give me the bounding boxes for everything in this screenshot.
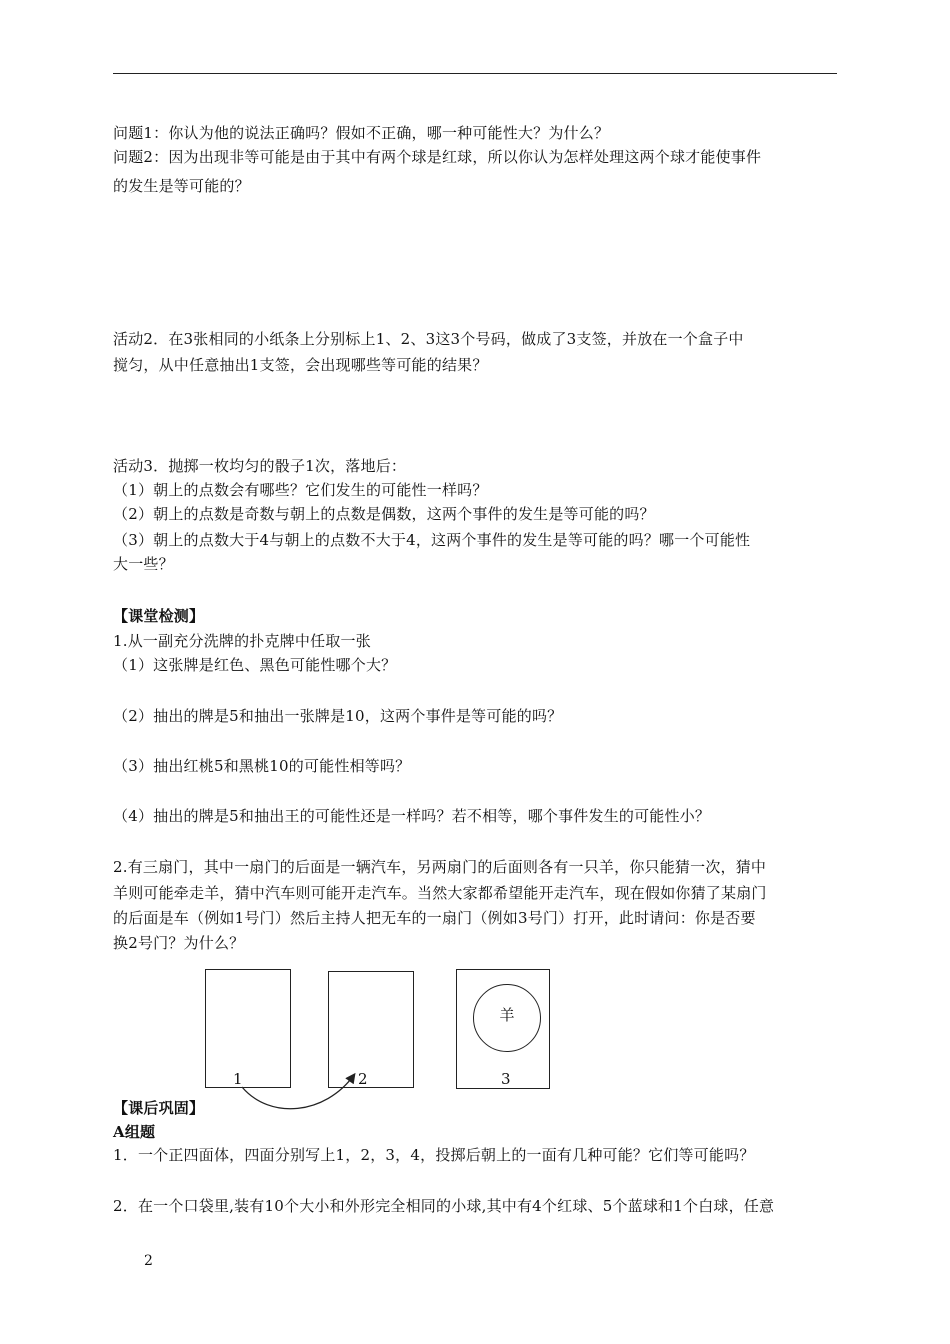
test-2-line-3: 的后面是车（例如1号门）然后主持人把无车的一扇门（例如3号门）打开，此时请问：你是否要 <box>113 909 756 927</box>
test-1-title: 1.从一副充分洗牌的扑克牌中任取一张 <box>113 632 371 650</box>
test-2-line-1: 2.有三扇门，其中一扇门的后面是一辆汽车，另两扇门的后面则各有一只羊，你只能猜一次，猜中 <box>113 858 767 876</box>
header-rule <box>113 73 837 74</box>
test-2-line-2: 羊则可能牵走羊，猜中汽车则可能开走汽车。当然大家都希望能开走汽车，现在假如你猜了某扇门 <box>113 884 767 902</box>
activity-3-item-2: （2）朝上的点数是奇数与朝上的点数是偶数，这两个事件的发生是等可能的吗？ <box>113 505 655 523</box>
test-1-item-3: （3）抽出红桃5和黑桃10的可能性相等吗？ <box>113 757 411 775</box>
test-1-item-4: （4）抽出的牌是5和抽出王的可能性还是一样吗？若不相等，哪个事件发生的可能性小？ <box>113 807 711 825</box>
door-3-label: 3 <box>501 1070 511 1088</box>
test-2-line-4: 换2号门？为什么？ <box>113 934 245 952</box>
page-number: 2 <box>144 1253 153 1269</box>
group-a-title: A组题 <box>113 1123 156 1141</box>
door-1-label: 1 <box>233 1070 243 1088</box>
activity-2-line-1: 活动2．在3张相同的小纸条上分别标上1、2、3这3个号码，做成了3支签，并放在一个盒子中 <box>113 330 744 348</box>
exercise-a-2: 2．在一个口袋里,装有10个大小和外形完全相同的小球,其中有4个红球、5个蓝球和1个白球，任意 <box>113 1197 775 1215</box>
activity-3-title: 活动3．抛掷一枚均匀的骰子1次，落地后： <box>113 457 407 475</box>
door-2-label: 2 <box>358 1070 368 1088</box>
test-1-item-1: （1）这张牌是红色、黑色可能性哪个大？ <box>113 656 397 674</box>
activity-3-item-1: （1）朝上的点数会有哪些？它们发生的可能性一样吗？ <box>113 481 488 499</box>
activity-3-item-3-line-1: （3）朝上的点数大于4与朝上的点数不大于4，这两个事件的发生是等可能的吗？哪一个可能性 <box>113 531 751 549</box>
goat-label: 羊 <box>499 1006 515 1024</box>
question-1: 问题1：你认为他的说法正确吗？假如不正确，哪一种可能性大？为什么？ <box>113 124 610 142</box>
question-2-line-2: 的发生是等可能的？ <box>113 177 250 195</box>
switch-arrow <box>230 1065 370 1115</box>
question-2-line-1: 问题2：因为出现非等可能是由于其中有两个球是红球，所以你认为怎样处理这两个球才能使事件 <box>113 148 762 166</box>
activity-2-line-2: 搅匀，从中任意抽出1支签，会出现哪些等可能的结果？ <box>113 356 488 374</box>
activity-3-item-3-line-2: 大一些？ <box>113 555 174 573</box>
exercise-a-1: 1．一个正四面体，四面分别写上1，2，3，4，投掷后朝上的一面有几种可能？它们等可能吗？ <box>113 1146 755 1164</box>
section-classroom-check: 【课堂检测】 <box>113 607 205 625</box>
test-1-item-2: （2）抽出的牌是5和抽出一张牌是10，这两个事件是等可能的吗？ <box>113 707 563 725</box>
goat-circle <box>473 984 541 1052</box>
section-after-class: 【课后巩固】 <box>113 1099 205 1117</box>
